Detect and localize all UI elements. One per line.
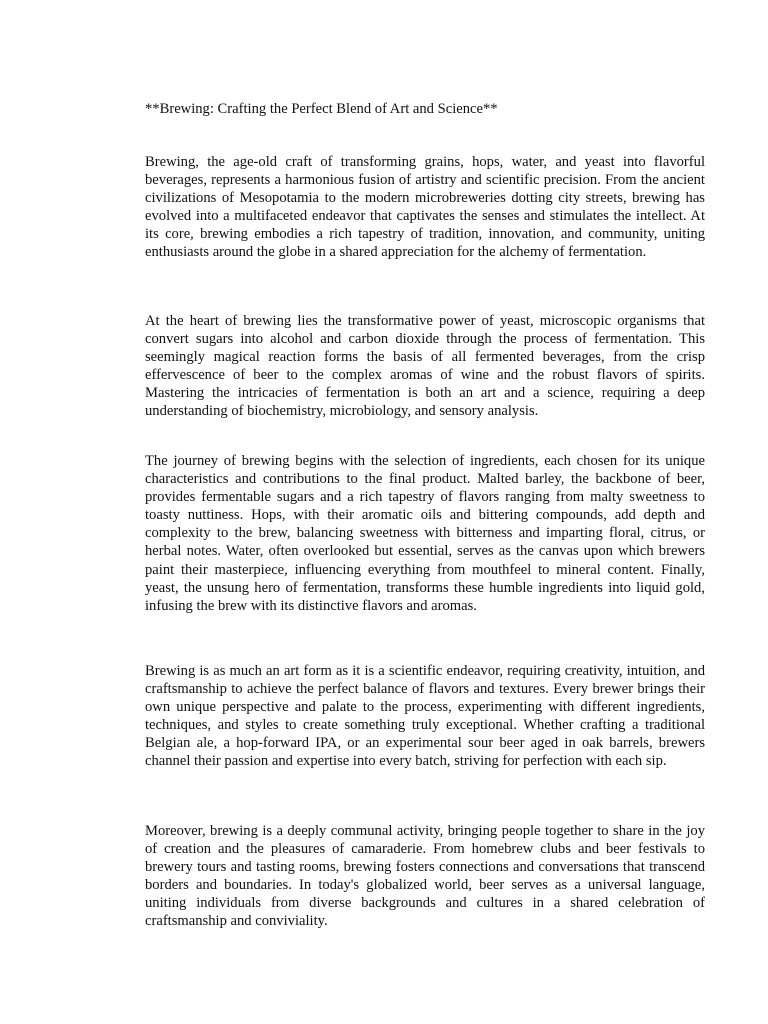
document-title: **Brewing: Crafting the Perfect Blend of Art and Science**: [145, 101, 498, 117]
body-paragraph: The journey of brewing begins with the selection of ingredients, each chosen for its unique characteristics and contributions to the final product. Malted barley, the backbone of beer, provides fermentable sugars and a rich tapestry of flavors ranging from malty sweetness to toasty nuttiness. Hops, with their aromatic oils and bittering compounds, add depth and complexity to the brew, balancing sweetness with bitterness and imparting floral, citrus, or herbal notes. Water, often overlooked but essential, serves as the canvas upon which brewers paint their masterpiece, influencing everything from mouthfeel to mineral content. Finally, yeast, the unsung hero of fermentation, transforms these humble ingredients into liquid gold, infusing the brew with its distinctive flavors and aromas.: [145, 453, 705, 614]
body-paragraph: Moreover, brewing is a deeply communal activity, bringing people together to share in the joy of creation and the pleasures of camaraderie. From homebrew clubs and beer festivals to brewery tours and tasting rooms, brewing fosters connections and conversations that transcend borders and boundaries. In today's globalized world, beer serves as a universal language, uniting individuals from diverse backgrounds and cultures in a shared celebration of craftsmanship and conviviality.: [145, 823, 705, 930]
body-paragraph: Brewing, the age-old craft of transforming grains, hops, water, and yeast into flavorful beverages, represents a harmonious fusion of artistry and scientific precision. From the ancient civilizations of Mesopotamia to the modern microbreweries dotting city streets, brewing has evolved into a multifaceted endeavor that captivates the senses and stimulates the intellect. At its core, brewing embodies a rich tapestry of tradition, innovation, and community, uniting enthusiasts around the globe in a shared appreciation for the alchemy of fermentation.: [145, 154, 705, 261]
body-paragraph: Brewing is as much an art form as it is a scientific endeavor, requiring creativity, intuition, and craftsmanship to achieve the perfect balance of flavors and textures. Every brewer brings their own unique perspective and palate to the process, experimenting with different ingredients, techniques, and styles to create something truly exceptional. Whether crafting a traditional Belgian ale, a hop-forward IPA, or an experimental sour beer aged in oak barrels, brewers channel their passion and expertise into every batch, striving for perfection with each sip.: [145, 663, 705, 770]
body-paragraph: At the heart of brewing lies the transformative power of yeast, microscopic organisms that convert sugars into alcohol and carbon dioxide through the process of fermentation. This seemingly magical reaction forms the basis of all fermented beverages, from the crisp effervescence of beer to the complex aromas of wine and the robust flavors of spirits. Mastering the intricacies of fermentation is both an art and a science, requiring a deep understanding of biochemistry, microbiology, and sensory analysis.: [145, 313, 705, 420]
